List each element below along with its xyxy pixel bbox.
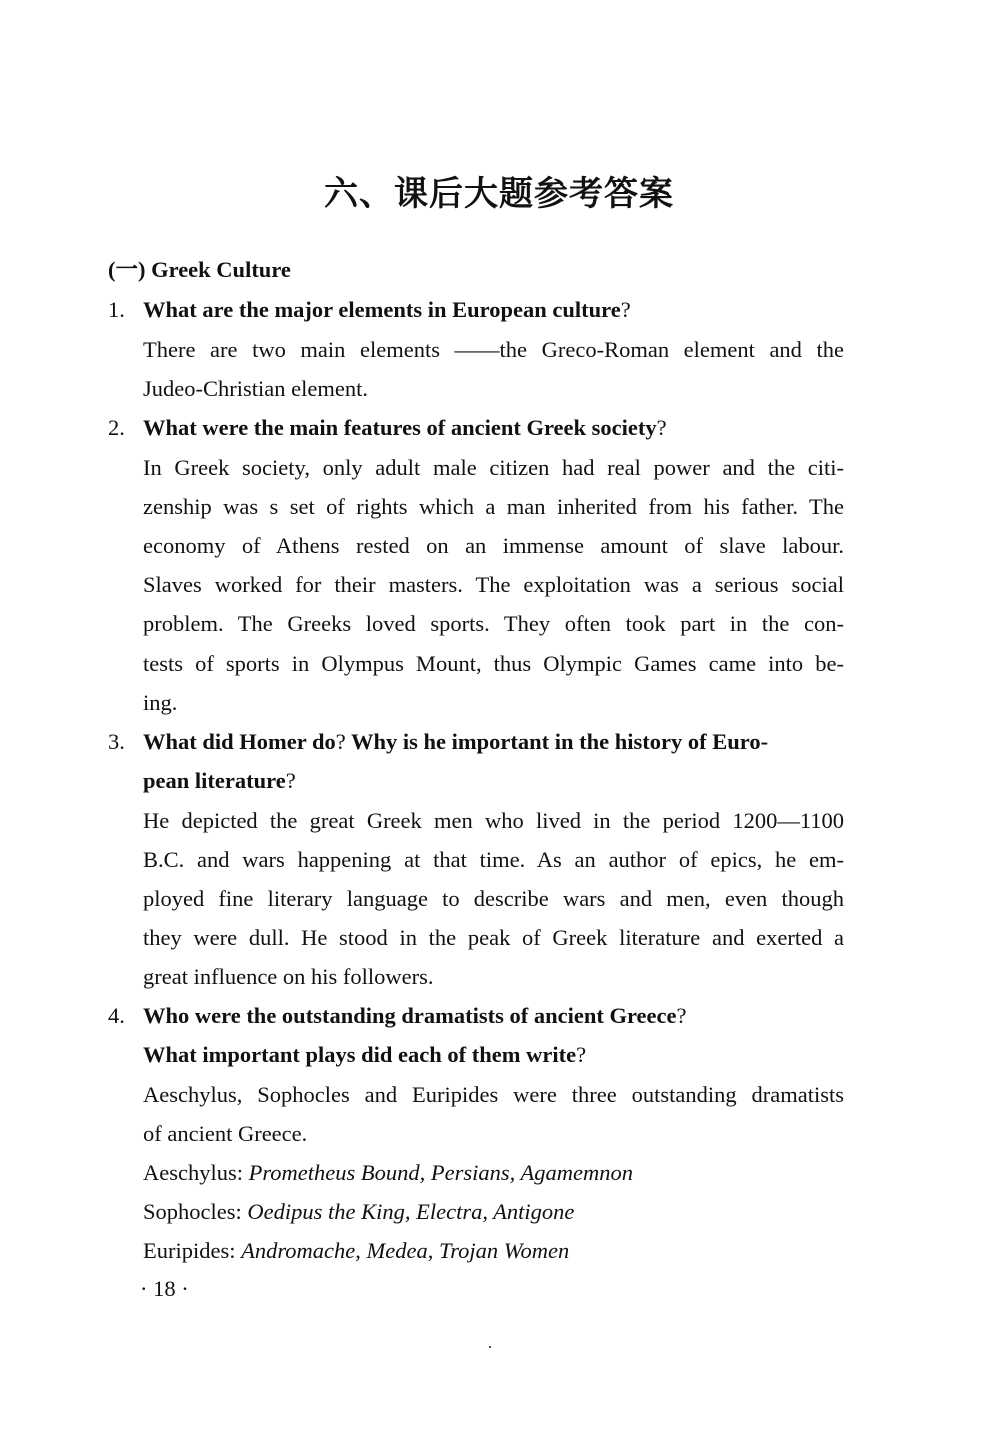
question-text: pean literature (143, 768, 286, 793)
question-4 (143, 1001, 844, 1031)
page-title: 六、课后大题参考答案 (324, 174, 674, 214)
play-titles: Andromache, Medea, Trojan Women (241, 1238, 570, 1263)
answer-line: they were dull. He stood in the peak of Greek literature and exerted a (143, 925, 844, 950)
answer-line: ing. (143, 690, 178, 715)
play-list-item (143, 1197, 844, 1227)
question-text: Who were the outstanding dramatists of ancient Greece (143, 1003, 677, 1028)
answer-line: of ancient Greece. (143, 1121, 308, 1146)
question-text: What did Homer do (143, 729, 336, 754)
question-mark: ? (576, 1042, 587, 1067)
answer-line: Judeo-Christian element. (143, 376, 368, 401)
question-number: 4. (108, 1003, 125, 1028)
play-list-item (143, 1236, 844, 1266)
answer-line: ployed fine literary language to describe wars and men, even though (143, 886, 844, 911)
section-heading: (一) Greek Culture (108, 257, 291, 282)
play-titles: Prometheus Bound, Persians, Agamemnon (248, 1160, 633, 1185)
dramatist-name: Sophocles: (143, 1199, 242, 1224)
answer-line: Aeschylus, Sophocles and Euripides were three outstanding dramatists (143, 1082, 844, 1107)
question-mark: ? (620, 297, 631, 322)
answer-line: He depicted the great Greek men who lived in the period 1200—1100 (143, 808, 844, 833)
dramatist-name: Euripides: (143, 1238, 236, 1263)
question-text: What were the main features of ancient Greek society (143, 415, 657, 440)
answer-line: economy of Athens rested on an immense amount of slave labour. (143, 533, 844, 558)
question-number: 1. (108, 297, 125, 322)
question-3 (143, 727, 844, 757)
scan-speck (489, 1346, 491, 1348)
question-mark: ? (676, 1003, 687, 1028)
question-number: 3. (108, 729, 125, 754)
question-number: 2. (108, 415, 125, 440)
answer-line: In Greek society, only adult male citizen had real power and the citi- (143, 455, 844, 480)
question-text: Why is he important in the history of Euro- (345, 729, 769, 754)
answer-line: great influence on his followers. (143, 964, 434, 989)
question-mark: ? (656, 415, 667, 440)
question-mark: ? (285, 768, 296, 793)
answer-line: tests of sports in Olympus Mount, thus Olympic Games came into be- (143, 651, 844, 676)
answer-line: problem. The Greeks loved sports. They often took part in the con- (143, 611, 844, 636)
question-2 (143, 413, 844, 443)
answer-line: There are two main elements ——the Greco-Roman element and the (143, 337, 844, 362)
question-4-continued (143, 1040, 844, 1070)
question-text: What important plays did each of them write (143, 1042, 577, 1067)
play-titles: Oedipus the King, Electra, Antigone (247, 1199, 575, 1224)
play-list-item (143, 1158, 844, 1188)
dramatist-name: Aeschylus: (143, 1160, 243, 1185)
page-number: · 18 · (140, 1276, 189, 1301)
question-3-continued (143, 766, 844, 796)
question-mark: ? (335, 729, 346, 754)
question-text: What are the major elements in European culture (143, 297, 621, 322)
question-1 (143, 295, 844, 325)
answer-line: Slaves worked for their masters. The exploitation was a serious social (143, 572, 844, 597)
answer-line: zenship was s set of rights which a man inherited from his father. The (143, 494, 844, 519)
answer-line: B.C. and wars happening at that time. As an author of epics, he em- (143, 847, 844, 872)
